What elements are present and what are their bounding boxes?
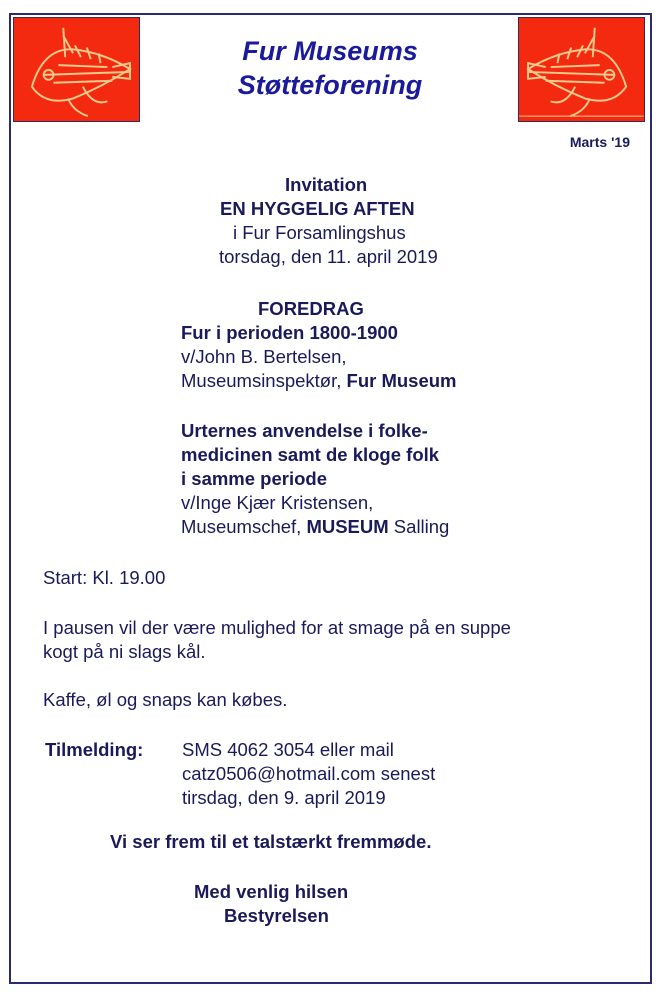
closing-greeting: Med venlig hilsen [194,881,349,902]
drinks-info: Kaffe, øl og snaps kan købes. [43,689,288,710]
title-line-1: Fur Museums [242,36,418,66]
invitation-headline: EN HYGGELIG AFTEN [220,198,415,219]
talk2-role: Museumschef, [181,516,307,537]
invitation-date: torsdag, den 11. april 2019 [219,246,438,267]
signup-deadline: tirsdag, den 9. april 2019 [182,787,386,808]
signup-email-line[interactable]: catz0506@hotmail.com senest [182,763,436,784]
signup-line-1: SMS 4062 3054 eller mail [182,739,394,760]
talk2-org-rest: Salling [388,516,450,537]
talk2-title-line-1: Urternes anvendelse i folke- [181,420,428,441]
closing-signature: Bestyrelsen [224,905,329,926]
fish-skeleton-icon [14,18,139,121]
invitation-venue: i Fur Forsamlingshus [233,222,406,243]
pause-line-1: I pausen vil der være mulighed for at smage på en suppe [43,617,511,638]
logo-left [13,17,140,122]
talk1-role-line [181,369,457,393]
issue-date: Marts '19 [569,134,630,150]
invitation-label: Invitation [285,174,368,195]
talk2-speaker: v/Inge Kjær Kristensen, [181,492,374,513]
closing-hope: Vi ser frem til et talstærkt fremmøde. [110,831,432,852]
talk1-title: Fur i perioden 1800-1900 [181,322,398,343]
talk2-org-bold: MUSEUM [306,516,389,537]
talk1-speaker: v/John B. Bertelsen, [181,346,347,367]
talk2-title-line-2: medicinen samt de kloge folk [181,444,440,465]
fish-skeleton-icon [519,18,644,121]
talk1-org: Fur Museum [346,370,457,391]
lecture-heading: FOREDRAG [258,298,364,319]
title-line-2: Støtteforening [237,70,423,100]
start-time: Start: Kl. 19.00 [43,567,166,588]
talk2-title-line-3: i samme periode [181,468,328,489]
signup-label: Tilmelding: [45,739,144,760]
talk2-role-line [181,515,449,539]
page-title [150,34,510,102]
pause-line-2: kogt på ni slags kål. [43,641,206,662]
logo-right [518,17,645,122]
talk1-role: Museumsinspektør, [181,370,347,391]
